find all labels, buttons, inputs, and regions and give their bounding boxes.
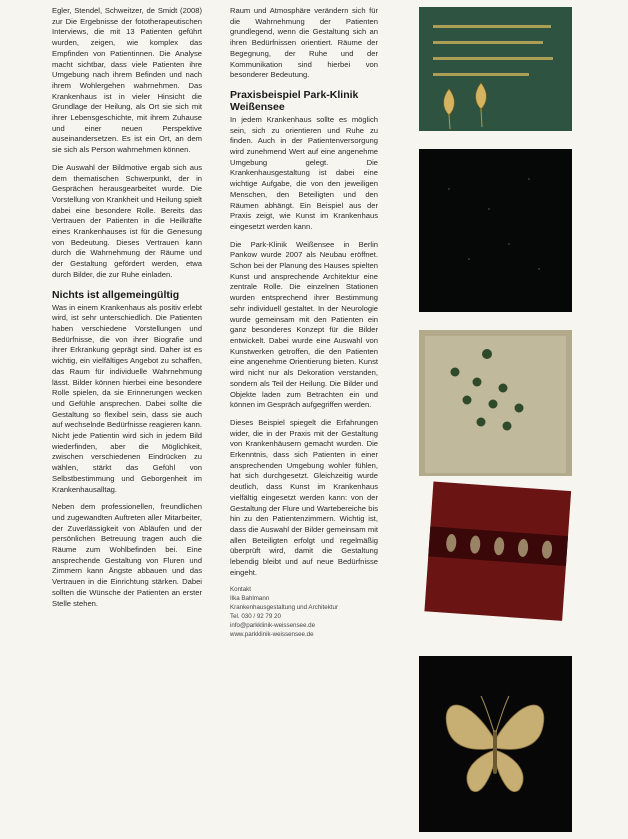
text-column-middle [230, 6, 378, 639]
paragraph: Die Auswahl der Bildmotive ergab sich aus dem thematischen Schwerpunkt, der in Gesprächen herausgearbeitet wurde. Die Vorstellung von Krankheit und Heilung spielt dabei eine besondere Rolle. Bereits das Vertrauen der Patienten in die Heilkräfte eines Krankenhauses ist für die Genesung von Bedeutung. Dieses Vertrauen kann durch die Wahrnehmung der Räume und der Gestaltung gefördert werden, etwa durch Bilder, die zur Ruhe einladen. [52, 162, 202, 279]
contact-email: info@parkklinik-weissensee.de [230, 622, 316, 630]
artwork-beige-image [419, 330, 572, 479]
artwork-black-image [419, 149, 572, 312]
text-column-left [52, 6, 202, 616]
paragraph: In jedem Krankenhaus sollte es möglich sein, sich zu orientieren und Ruhe zu finden. Auch in der Patientenversorgung wird zunehmend Wert auf eine angenehme Umgebung gelegt. Die Krankenhausgestaltung ist dabei eine wichtige Aufgabe, die von den jeweiligen Menschen, den Beteiligten und den Räumen abhängt. Ein Beispiel aus der Praxis zeigt, wie Kunst im Krankenhaus eingesetzt werden kann. [230, 114, 378, 231]
artwork-butterfly-image [419, 656, 572, 832]
contact-label: Kontakt [230, 586, 251, 594]
section-heading: Nichts ist allgemeingültig [52, 288, 180, 301]
artwork-green-image [419, 7, 572, 131]
contact-website: www.parkklinik-weissensee.de [230, 631, 314, 639]
artwork-red-image [419, 476, 572, 621]
contact-name: Ilka Bahlmann [230, 595, 270, 603]
paragraph: Neben dem professionellen, freundlichen und zugewandten Auftreten aller Mitarbeiter, der Zuverlässigkeit von Abläufen und der persönlichen Betreuung tragen auch die Räume zum Wohlbefinden bei. Eine ansprechende Gestaltung von Fluren und Zimmern kann Ängste abbauen und das Vertrauen in die Einrichtung stärken. Dabei sollten die Wünsche der Patienten an erster Stelle stehen. [52, 502, 202, 608]
paragraph: Die Park-Klinik Weißensee in Berlin Pankow wurde 2007 als Neubau eröffnet. Schon bei der Planung des Hauses spielten Kunst und ansprechende Architektur eine zentrale Rolle. Die einzelnen Stationen wurden entsprechend ihrer Bestimmung sehr individuell gestaltet. In der Neurologie wurde gemeinsam mit den Patienten ein ganz besonderes Konzept für die Bilder entwickelt. Dabei wurde eine Auswahl von Kunstwerken getroffen, die den Patienten eine angenehme Orientierung bieten. Kunst wird nicht nur als Dekoration verstanden, sondern als Teil der Heilung. Die Bilder und Objekte laden zum Betrachten ein und können im Gespräch aufgegriffen werden. [230, 239, 378, 410]
paragraph: Was in einem Krankenhaus als positiv erlebt wird, ist sehr unterschiedlich. Die Patienten haben verschiedene Vorstellungen und Bedürfnisse, die von ihrer Biografie und ihrer Erkrankung geprägt sind. Daher ist es wichtig, ein vielfältiges Angebot zu schaffen, das Raum für individuelle Wahrnehmung lässt. Bilder können hierbei eine besondere Rolle spielen, da sie Erinnerungen wecken und Gefühle ansprechen. Dabei sollte die Gestaltung so flexibel sein, dass sie auch auf wechselnde Bedürfnisse reagieren kann. Nicht jede Patientin wird sich in jedem Bild wiederfinden, aber die Möglichkeit, zwischen verschiedenen Eindrücken zu wählen, stärkt das Gefühl von Selbstbestimmung und Geborgenheit im Krankenhausalltag. [52, 302, 202, 494]
contact-org: Krankenhausgestaltung und Architektur [230, 604, 339, 612]
contact-block [230, 585, 378, 639]
section-heading: Praxisbeispiel Park-Klinik Weißensee [230, 88, 359, 113]
contact-phone: Tel. 030 / 92 79 20 [230, 613, 281, 621]
paragraph: Raum und Atmosphäre verändern sich für die Wahrnehmung der Patienten grundlegend, wenn die Gestaltung sich an ihren Bedürfnissen orientiert. Räume der Begegnung, der Ruhe und der Kommunikation sind hierbei von besonderer Bedeutung. [230, 6, 378, 80]
paragraph: Egler, Stendel, Schweitzer, de Smidt (2008) zur Die Ergebnisse der fototherapeutischen Interviews, die mit 13 Patienten geführt wurden, zeigen, wie komplex das Empfinden von Patientinnen. Die Analyse macht sichtbar, dass viele Patienten ihre Umgebung nach ihrem Befinden und nach ihrem Wohlergehen wahrnehmen. Das Krankenhaus ist in vieler Hinsicht die Grundlage der Heilung, als Ort sie sich mit ihrer Lebensgeschichte, mit ihrem Zuhause und einer neuen Perspektive auseinandersetzen. Es ist ein Ort, an dem sie sich als Person wahrnehmen können. [52, 6, 202, 155]
paragraph: Dieses Beispiel spiegelt die Erfahrungen wider, die in der Praxis mit der Gestaltung von Krankenhäusern gemacht wurden. Die Erkenntnis, dass sich Patienten in einer ansprechenden Umgebung wohler fühlen, hat sich durchgesetzt. Gleichzeitig wurde deutlich, dass Kunst im Krankenhaus vielfältig eingesetzt werden kann: von der Gestaltung der Flure und Wartebereiche bis hin zu den Patientenzimmern. Wichtig ist, dass die Auswahl der Bilder gemeinsam mit allen Beteiligten erfolgt und regelmäßig überprüft wird, damit die Gestaltung lebendig bleibt und auf neue Bedürfnisse eingeht. [230, 417, 378, 577]
